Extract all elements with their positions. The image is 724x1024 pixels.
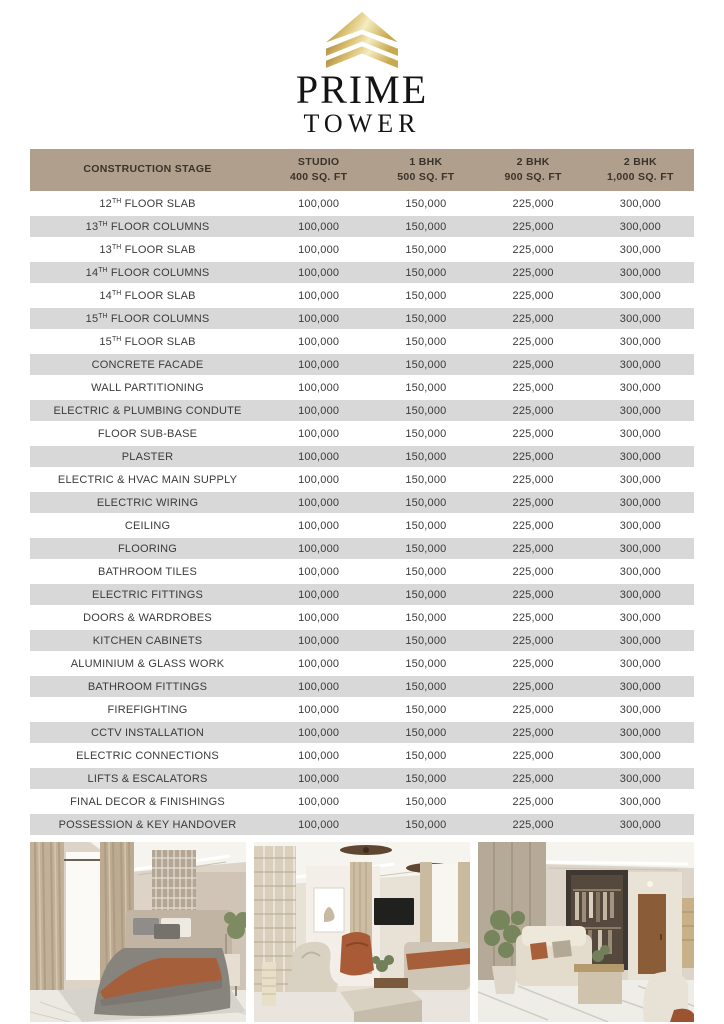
stage-cell: FLOOR SUB-BASE [30, 423, 265, 444]
amount-cell: 225,000 [480, 722, 587, 743]
amount-cell: 150,000 [372, 377, 479, 398]
amount-cell: 300,000 [587, 285, 694, 306]
table-row [30, 331, 694, 352]
amount-cell: 225,000 [480, 193, 587, 214]
stage-cell: BATHROOM FITTINGS [30, 676, 265, 697]
amount-cell: 100,000 [265, 377, 372, 398]
amount-cell: 300,000 [587, 239, 694, 260]
amount-cell: 150,000 [372, 791, 479, 812]
amount-cell: 100,000 [265, 538, 372, 559]
amount-cell: 225,000 [480, 768, 587, 789]
amount-cell: 150,000 [372, 653, 479, 674]
table-row [30, 446, 694, 467]
table-row [30, 538, 694, 559]
amount-cell: 300,000 [587, 354, 694, 375]
amount-cell: 225,000 [480, 285, 587, 306]
amount-cell: 300,000 [587, 331, 694, 352]
amount-cell: 300,000 [587, 469, 694, 490]
table-row [30, 216, 694, 237]
amount-cell: 150,000 [372, 193, 479, 214]
table-row [30, 676, 694, 697]
living-room-photo [254, 842, 470, 1022]
amount-cell: 100,000 [265, 469, 372, 490]
header-stage-label: CONSTRUCTION STAGE [83, 163, 212, 176]
stage-cell: 14TH FLOOR COLUMNS [30, 262, 265, 283]
amount-cell: 225,000 [480, 561, 587, 582]
amount-cell: 225,000 [480, 791, 587, 812]
amount-cell: 225,000 [480, 423, 587, 444]
amount-cell: 150,000 [372, 239, 479, 260]
table-row [30, 607, 694, 628]
amount-cell: 300,000 [587, 216, 694, 237]
amount-cell: 225,000 [480, 607, 587, 628]
table-body [30, 193, 694, 835]
unit-type-label: 1 BHK [409, 155, 443, 168]
stage-cell: ELECTRIC & HVAC MAIN SUPPLY [30, 469, 265, 490]
stage-cell: ELECTRIC WIRING [30, 492, 265, 513]
stage-cell: 15TH FLOOR SLAB [30, 331, 265, 352]
gold-chevrons-icon [322, 12, 402, 68]
stage-cell: BATHROOM TILES [30, 561, 265, 582]
header-2bhk-1000 [587, 149, 694, 191]
table-row [30, 285, 694, 306]
amount-cell: 225,000 [480, 400, 587, 421]
amount-cell: 100,000 [265, 561, 372, 582]
amount-cell: 225,000 [480, 446, 587, 467]
table-row [30, 791, 694, 812]
stage-cell: WALL PARTITIONING [30, 377, 265, 398]
amount-cell: 100,000 [265, 515, 372, 536]
amount-cell: 100,000 [265, 768, 372, 789]
table-row [30, 377, 694, 398]
amount-cell: 300,000 [587, 768, 694, 789]
amount-cell: 300,000 [587, 653, 694, 674]
stage-cell: DOORS & WARDROBES [30, 607, 265, 628]
stage-cell: 14TH FLOOR SLAB [30, 285, 265, 306]
ordinal-suffix: TH [112, 197, 122, 205]
table-row [30, 630, 694, 651]
amount-cell: 100,000 [265, 653, 372, 674]
amount-cell: 300,000 [587, 538, 694, 559]
header-construction-stage [30, 149, 265, 191]
amount-cell: 100,000 [265, 722, 372, 743]
unit-type-label: 2 BHK [623, 155, 657, 168]
amount-cell: 300,000 [587, 400, 694, 421]
ordinal-suffix: TH [98, 312, 108, 320]
amount-cell: 150,000 [372, 538, 479, 559]
ordinal-suffix: TH [98, 266, 108, 274]
amount-cell: 225,000 [480, 377, 587, 398]
stage-cell: FINAL DECOR & FINISHINGS [30, 791, 265, 812]
amount-cell: 100,000 [265, 791, 372, 812]
amount-cell: 150,000 [372, 722, 479, 743]
amount-cell: 300,000 [587, 423, 694, 444]
amount-cell: 225,000 [480, 354, 587, 375]
amount-cell: 100,000 [265, 814, 372, 835]
table-row [30, 584, 694, 605]
amount-cell: 150,000 [372, 676, 479, 697]
table-row [30, 653, 694, 674]
amount-cell: 100,000 [265, 216, 372, 237]
stage-cell: CEILING [30, 515, 265, 536]
amount-cell: 150,000 [372, 331, 479, 352]
amount-cell: 100,000 [265, 607, 372, 628]
stage-cell: 12TH FLOOR SLAB [30, 193, 265, 214]
table-row [30, 515, 694, 536]
amount-cell: 100,000 [265, 262, 372, 283]
stage-cell: FLOORING [30, 538, 265, 559]
stage-cell: ELECTRIC FITTINGS [30, 584, 265, 605]
table-row [30, 814, 694, 835]
stage-cell: CONCRETE FACADE [30, 354, 265, 375]
amount-cell: 150,000 [372, 262, 479, 283]
unit-type-label: STUDIO [297, 155, 340, 168]
table-row [30, 745, 694, 766]
stage-cell: CCTV INSTALLATION [30, 722, 265, 743]
amount-cell: 100,000 [265, 630, 372, 651]
amount-cell: 150,000 [372, 285, 479, 306]
amount-cell: 300,000 [587, 745, 694, 766]
amount-cell: 300,000 [587, 515, 694, 536]
amount-cell: 225,000 [480, 538, 587, 559]
amount-cell: 100,000 [265, 676, 372, 697]
interior-photos-row [30, 842, 694, 1022]
amount-cell: 150,000 [372, 492, 479, 513]
amount-cell: 300,000 [587, 676, 694, 697]
table-row [30, 354, 694, 375]
amount-cell: 100,000 [265, 492, 372, 513]
amount-cell: 300,000 [587, 193, 694, 214]
amount-cell: 225,000 [480, 814, 587, 835]
header-1bhk [372, 149, 479, 191]
brand-name-top: PRIME [295, 67, 429, 112]
brand-name-bottom: TOWER [303, 109, 421, 138]
amount-cell: 225,000 [480, 239, 587, 260]
payment-plan-table [30, 147, 694, 837]
amount-cell: 225,000 [480, 262, 587, 283]
amount-cell: 150,000 [372, 469, 479, 490]
amount-cell: 150,000 [372, 446, 479, 467]
amount-cell: 225,000 [480, 492, 587, 513]
amount-cell: 150,000 [372, 607, 479, 628]
amount-cell: 150,000 [372, 814, 479, 835]
amount-cell: 300,000 [587, 630, 694, 651]
amount-cell: 300,000 [587, 308, 694, 329]
table-row [30, 722, 694, 743]
amount-cell: 150,000 [372, 745, 479, 766]
unit-size-label: 400 SQ. FT [290, 171, 348, 183]
amount-cell: 100,000 [265, 193, 372, 214]
amount-cell: 150,000 [372, 584, 479, 605]
table-row [30, 469, 694, 490]
unit-size-label: 500 SQ. FT [397, 171, 455, 183]
ordinal-suffix: TH [112, 289, 122, 297]
amount-cell: 100,000 [265, 745, 372, 766]
stage-cell: 13TH FLOOR COLUMNS [30, 216, 265, 237]
amount-cell: 100,000 [265, 239, 372, 260]
stage-cell: 15TH FLOOR COLUMNS [30, 308, 265, 329]
amount-cell: 300,000 [587, 699, 694, 720]
amount-cell: 225,000 [480, 653, 587, 674]
amount-cell: 300,000 [587, 607, 694, 628]
amount-cell: 100,000 [265, 285, 372, 306]
unit-type-label: 2 BHK [516, 155, 550, 168]
table-row [30, 400, 694, 421]
amount-cell: 150,000 [372, 400, 479, 421]
ordinal-suffix: TH [112, 335, 122, 343]
amount-cell: 300,000 [587, 492, 694, 513]
amount-cell: 150,000 [372, 561, 479, 582]
amount-cell: 300,000 [587, 791, 694, 812]
table-row [30, 768, 694, 789]
amount-cell: 150,000 [372, 699, 479, 720]
amount-cell: 300,000 [587, 722, 694, 743]
amount-cell: 225,000 [480, 308, 587, 329]
amount-cell: 300,000 [587, 561, 694, 582]
table-row [30, 699, 694, 720]
stage-cell: KITCHEN CABINETS [30, 630, 265, 651]
amount-cell: 300,000 [587, 377, 694, 398]
amount-cell: 225,000 [480, 676, 587, 697]
header-2bhk-900 [480, 149, 587, 191]
table-row [30, 193, 694, 214]
amount-cell: 300,000 [587, 262, 694, 283]
unit-size-label: 1,000 SQ. FT [607, 171, 674, 183]
ordinal-suffix: TH [98, 220, 108, 228]
amount-cell: 100,000 [265, 308, 372, 329]
amount-cell: 100,000 [265, 400, 372, 421]
amount-cell: 225,000 [480, 216, 587, 237]
amount-cell: 225,000 [480, 699, 587, 720]
amount-cell: 225,000 [480, 331, 587, 352]
amount-cell: 100,000 [265, 331, 372, 352]
amount-cell: 150,000 [372, 768, 479, 789]
amount-cell: 150,000 [372, 423, 479, 444]
amount-cell: 150,000 [372, 515, 479, 536]
table-row [30, 561, 694, 582]
brand-header [0, 0, 724, 137]
living-room-wardrobe-photo [478, 842, 694, 1022]
amount-cell: 225,000 [480, 469, 587, 490]
table-row [30, 308, 694, 329]
stage-cell: POSSESSION & KEY HANDOVER [30, 814, 265, 835]
amount-cell: 225,000 [480, 745, 587, 766]
amount-cell: 100,000 [265, 699, 372, 720]
amount-cell: 100,000 [265, 446, 372, 467]
amount-cell: 225,000 [480, 630, 587, 651]
stage-cell: LIFTS & ESCALATORS [30, 768, 265, 789]
stage-cell: ELECTRIC & PLUMBING CONDUTE [30, 400, 265, 421]
amount-cell: 150,000 [372, 308, 479, 329]
amount-cell: 100,000 [265, 354, 372, 375]
amount-cell: 150,000 [372, 354, 479, 375]
amount-cell: 150,000 [372, 216, 479, 237]
amount-cell: 300,000 [587, 814, 694, 835]
table-header-row [30, 149, 694, 191]
amount-cell: 225,000 [480, 584, 587, 605]
ordinal-suffix: TH [112, 243, 122, 251]
amount-cell: 100,000 [265, 584, 372, 605]
amount-cell: 300,000 [587, 584, 694, 605]
unit-size-label: 900 SQ. FT [504, 171, 562, 183]
stage-cell: ALUMINIUM & GLASS WORK [30, 653, 265, 674]
bedroom-photo [30, 842, 246, 1022]
header-studio [265, 149, 372, 191]
payment-plan-table-wrap [30, 147, 694, 837]
stage-cell: 13TH FLOOR SLAB [30, 239, 265, 260]
amount-cell: 225,000 [480, 515, 587, 536]
table-row [30, 423, 694, 444]
amount-cell: 150,000 [372, 630, 479, 651]
table-row [30, 239, 694, 260]
table-row [30, 492, 694, 513]
stage-cell: FIREFIGHTING [30, 699, 265, 720]
table-row [30, 262, 694, 283]
stage-cell: PLASTER [30, 446, 265, 467]
stage-cell: ELECTRIC CONNECTIONS [30, 745, 265, 766]
amount-cell: 300,000 [587, 446, 694, 467]
amount-cell: 100,000 [265, 423, 372, 444]
